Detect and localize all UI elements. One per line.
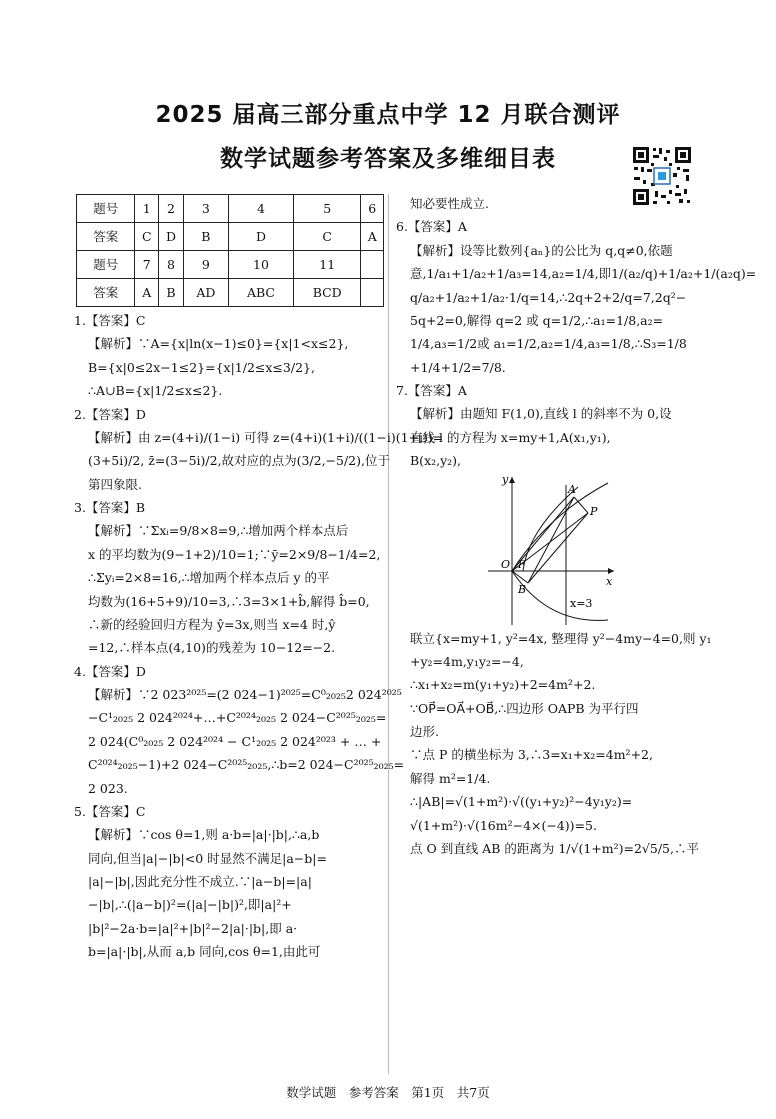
- solution-line: √(1+m²)·√(16m²−4×(−4))=5.: [410, 817, 597, 833]
- answer-heading: 2.【答案】D: [74, 406, 146, 422]
- table-cell: B: [183, 223, 228, 251]
- focus-label: F: [518, 559, 525, 571]
- answer-heading: 3.【答案】B: [74, 500, 146, 515]
- answer-heading: 1.【答案】C: [74, 313, 146, 328]
- point-b-label: B: [518, 582, 527, 596]
- solution-line: 【解析】由 z=(4+i)/(1−i) 可得 z=(4+i)(1+i)/((1−i)(1+i))=: [88, 429, 444, 445]
- table-cell: 10: [228, 251, 293, 279]
- solution-line: 点 O 到直线 AB 的距离为 1/√(1+m²)=2√5/5,∴平: [410, 840, 699, 856]
- solution-q3: [74, 498, 384, 658]
- solution-line: ∴A∪B={x|1/2≤x≤2}.: [88, 383, 223, 399]
- table-cell: [361, 279, 384, 307]
- table-cell: 11: [294, 251, 361, 279]
- table-cell: 答案: [77, 279, 135, 307]
- solution-line: 直线 l 的方程为 x=my+1,A(x₁,y₁),: [410, 429, 611, 445]
- point-a-label: A: [568, 482, 576, 496]
- column-divider: [388, 194, 389, 1074]
- solution-line: ∵点 P 的横坐标为 3,∴3=x₁+x₂=4m²+2,: [410, 747, 653, 763]
- table-row: [77, 279, 384, 307]
- solution-line: +y₂=4m,y₁y₂=−4,: [410, 653, 524, 669]
- solution-line: x 的平均数为(9−1+2)/10=1;∵ȳ=2×9/8−1/4=2,: [88, 546, 381, 562]
- solution-line: +1/4+1/2=7/8.: [410, 359, 506, 375]
- table-cell: A: [135, 279, 159, 307]
- y-axis-arrow-icon: [509, 477, 515, 483]
- table-row: [77, 195, 384, 223]
- table-row: [77, 251, 384, 279]
- table-cell: D: [159, 223, 184, 251]
- table-cell: 4: [228, 195, 293, 223]
- table-cell: 题号: [77, 195, 135, 223]
- solution-line: B(x₂,y₂),: [410, 453, 462, 469]
- table-cell: 题号: [77, 251, 135, 279]
- table-cell: [361, 251, 384, 279]
- table-cell: AD: [183, 279, 228, 307]
- table-cell: A: [361, 223, 384, 251]
- solution-line: 【解析】∵cos θ=1,则 a·b=|a|·|b|,∴a,b: [88, 827, 320, 843]
- table-cell: B: [159, 279, 184, 307]
- solution-line: 【解析】∵A={x|ln(x−1)≤0}={x|1<x≤2},: [88, 336, 349, 352]
- solution-line: 解得 m²=1/4.: [410, 770, 491, 786]
- solution-line: 2 024(C⁰₂₀₂₅ 2 024²⁰²⁴ − C¹₂₀₂₅ 2 024²⁰²³ + … +: [88, 733, 382, 749]
- curve-arc: [523, 487, 578, 571]
- solution-q6: [396, 217, 757, 377]
- solution-line: 联立{x=my+1, y²=4x, 整理得 y²−4my−4=0,则 y₁: [410, 630, 712, 646]
- parabola-figure: [488, 475, 618, 625]
- solution-line: =12,∴样本点(4,10)的残差为 10−12=−2.: [88, 640, 336, 656]
- line-x3-label: x=3: [570, 596, 593, 610]
- table-cell: 7: [135, 251, 159, 279]
- solution-line: |b|²−2a·b=|a|²+|b|²−2|a|·|b|,即 a·: [88, 920, 298, 936]
- answer-table: [76, 194, 384, 307]
- solution-line: |a|−|b|,因此充分性不成立.∵|a−b|=|a|: [88, 874, 312, 889]
- y-axis-label: y: [502, 474, 509, 486]
- solution-line: ∴新的经验回归方程为 ŷ=3x,则当 x=4 时,ŷ: [88, 616, 336, 632]
- solution-line: b=|a|·|b|,从而 a,b 同向,cos θ=1,由此可: [88, 944, 321, 960]
- point-p-label: P: [590, 504, 598, 518]
- solution-line: ∴x₁+x₂=m(y₁+y₂)+2=4m²+2.: [410, 677, 596, 693]
- solution-line: 均数为(16+5+9)/10=3,∴3=3×1+b̂,解得 b̂=0,: [88, 593, 370, 609]
- right-column: [396, 194, 757, 862]
- table-cell: C: [294, 223, 361, 251]
- table-cell: BCD: [294, 279, 361, 307]
- solution-line: C²⁰²⁴₂₀₂₅−1)+2 024−C²⁰²⁵₂₀₂₅,∴b=2 024−C²⁰²⁵₂₀₂₅=: [88, 757, 405, 773]
- solution-q7: [396, 381, 712, 858]
- page-subtitle: 数学试题参考答案及多维细目表: [220, 146, 556, 172]
- solution-q5: [74, 802, 384, 962]
- table-cell: C: [135, 223, 159, 251]
- solution-line: 5q+2=0,解得 q=2 或 q=1/2,∴a₁=1/8,a₂=: [410, 312, 664, 328]
- table-cell: 2: [159, 195, 184, 223]
- table-cell: 9: [183, 251, 228, 279]
- table-cell: 6: [361, 195, 384, 223]
- table-cell: 8: [159, 251, 184, 279]
- solution-line: 【解析】由题知 F(1,0),直线 l 的斜率不为 0,设: [410, 406, 672, 422]
- solution-line: 第四象限.: [88, 476, 142, 492]
- solution-line: (3+5i)/2, z̄=(3−5i)/2,故对应的点为(3/2,−5/2),位于: [88, 453, 390, 469]
- answer-heading: 4.【答案】D: [74, 663, 146, 679]
- answer-heading: 6.【答案】A: [396, 219, 467, 235]
- solution-line: −|b|,∴(|a−b|)²=(|a|−|b|)²,即|a|²+: [88, 897, 292, 913]
- table-cell: 3: [183, 195, 228, 223]
- answer-heading: 7.【答案】A: [396, 383, 467, 398]
- solution-line: B={x|0≤2x−1≤2}={x|1/2≤x≤3/2},: [88, 359, 315, 375]
- origin-label: O: [501, 557, 511, 571]
- table-cell: 答案: [77, 223, 135, 251]
- solution-line: 2 023.: [88, 780, 128, 796]
- segment-bp: [528, 513, 588, 583]
- x-axis-label: x: [606, 574, 613, 588]
- solution-q1: [74, 311, 384, 401]
- solution-line: ∴Σyᵢ=2×8=16,∴增加两个样本点后 y 的平: [88, 570, 330, 586]
- solution-line: 【解析】∵2 023²⁰²⁵=(2 024−1)²⁰²⁵=C⁰₂₀₂₅2 024²⁰²⁵: [88, 687, 402, 702]
- solution-line: −C¹₂₀₂₅ 2 024²⁰²⁴+…+C²⁰²⁴₂₀₂₅ 2 024−C²⁰²⁵₂₀₂₅=: [88, 710, 387, 726]
- solution-line: 1/4,a₃=1/2或 a₁=1/2,a₂=1/4,a₃=1/8,∴S₃=1/8: [410, 336, 687, 352]
- page-footer: 数学试题 参考答案 第1页 共7页: [286, 1085, 490, 1100]
- page-title: 2025 届高三部分重点中学 12 月联合测评: [155, 102, 621, 128]
- solution-line: q/a₂+1/a₂+1/a₂·1/q=14,∴2q+2+2/q=7,2q²−: [410, 289, 687, 305]
- table-cell: 5: [294, 195, 361, 223]
- solution-line: ∴|AB|=√(1+m²)·√((y₁+y₂)²−4y₁y₂)=: [410, 794, 633, 810]
- solution-line: 【解析】设等比数列{aₙ}的公比为 q,q≠0,依题: [410, 242, 673, 258]
- table-cell: D: [228, 223, 293, 251]
- solution-q4: [74, 662, 405, 798]
- solution-line: 【解析】∵Σxᵢ=9/8×8=9,∴增加两个样本点后: [88, 523, 349, 539]
- table-cell: 1: [135, 195, 159, 223]
- solution-line: 知必要性成立.: [410, 196, 489, 211]
- answer-heading: 5.【答案】C: [74, 803, 146, 819]
- table-cell: ABC: [228, 279, 293, 307]
- solution-line: 意,1/a₁+1/a₂+1/a₃=14,a₂=1/4,即1/(a₂/q)+1/a₂+1/(a₂q)=: [410, 266, 757, 282]
- solution-line: ∵OP⃗=OA⃗+OB⃗,∴四边形 OAPB 为平行四: [410, 700, 639, 716]
- solution-line: 边形.: [410, 724, 439, 739]
- table-row: [77, 223, 384, 251]
- x-axis-arrow-icon: [608, 568, 614, 574]
- solution-line: 同向,但当|a|−|b|<0 时显然不满足|a−b|=: [88, 850, 327, 866]
